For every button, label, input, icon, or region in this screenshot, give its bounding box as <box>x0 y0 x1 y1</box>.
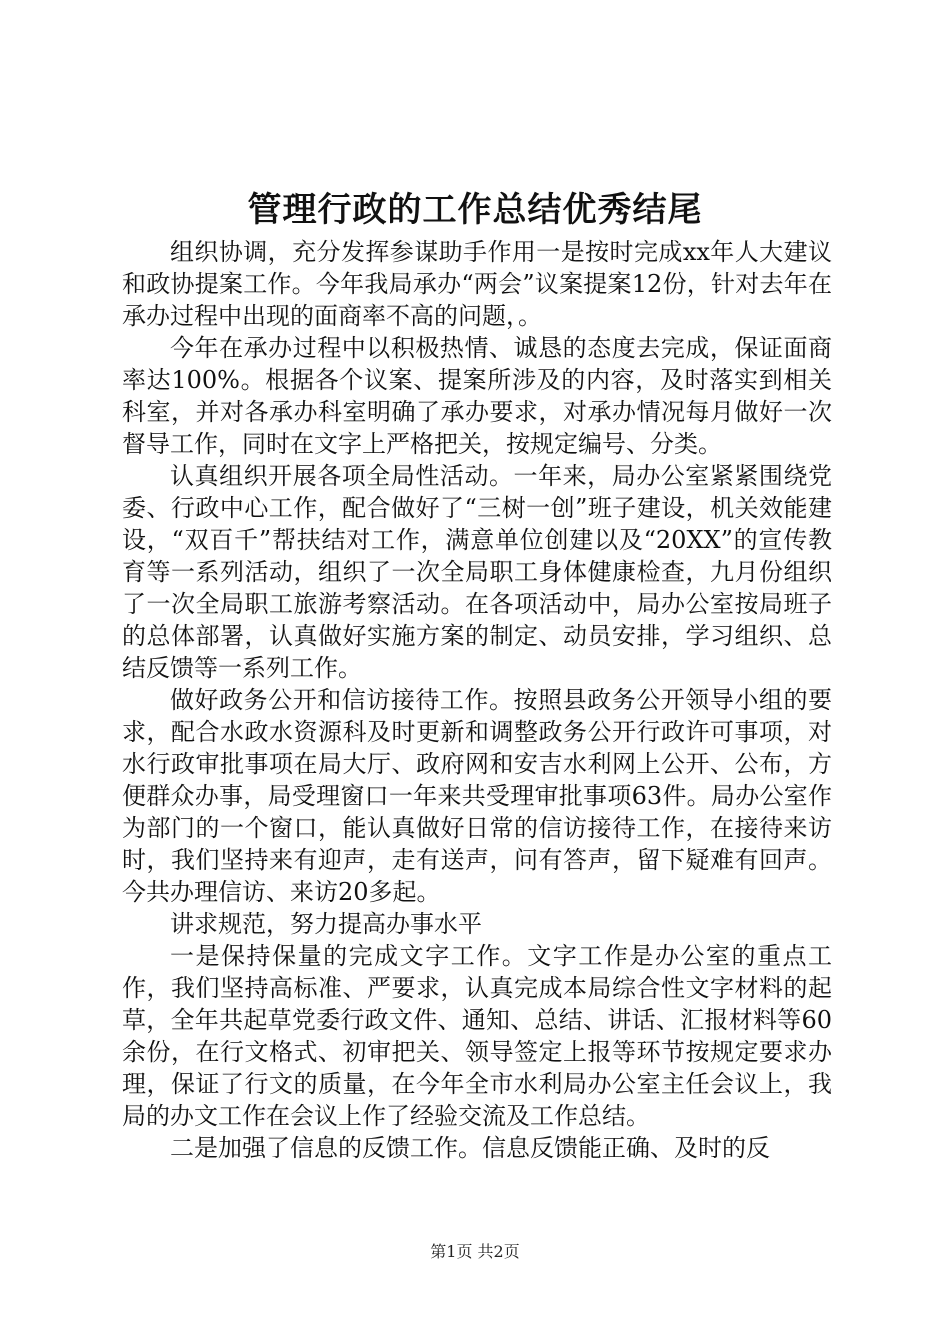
document-title: 管理行政的工作总结优秀结尾 <box>247 190 703 230</box>
section-heading: 讲求规范，努力提高办事水平 <box>170 910 482 938</box>
paragraph: 今年在承办过程中以积极热情、诚恳的态度去完成，保证面商率达100%。根据各个议案、提案所涉及的内容，及时落实到相关科室，并对各承办科室明确了承办要求，对承办情况每月做好一次督导工作，同时在文字上严格把关，按规定编号、分类。 <box>122 334 832 458</box>
paragraph: 做好政务公开和信访接待工作。按照县政务公开领导小组的要求，配合水政水资源科及时更新和调整政务公开行政许可事项，对水行政审批事项在局大厅、政府网和安吉水利网上公开、公布，方便群众办事，局受理窗口一年来共受理审批事项63件。局办公室作为部门的一个窗口，能认真做好日常的信访接待工作，在接待来访时，我们坚持来有迎声，走有送声，问有答声，留下疑难有回声。今共办理信访、来访20多起。 <box>122 686 832 906</box>
page-number-footer: 第1页 共2页 <box>430 1242 520 1261</box>
document-body <box>122 236 832 1164</box>
paragraph: 二是加强了信息的反馈工作。信息反馈能正确、及时的反 <box>170 1134 770 1162</box>
paragraph: 认真组织开展各项全局性活动。一年来，局办公室紧紧围绕党委、行政中心工作，配合做好了“三树一创”班子建设，机关效能建设，“双百千”帮扶结对工作，满意单位创建以及“20XX”的宣传教育等一系列活动，组织了一次全局职工身体健康检查，九月份组织了一次全局职工旅游考察活动。在各项活动中，局办公室按局班子的总体部署，认真做好实施方案的制定、动员安排，学习组织、总结反馈等一系列工作。 <box>122 462 832 682</box>
paragraph: 组织协调，充分发挥参谋助手作用一是按时完成xx年人大建议和政协提案工作。今年我局承办“两会”议案提案12份，针对去年在承办过程中出现的面商率不高的问题，。 <box>122 238 832 330</box>
paragraph: 一是保持保量的完成文字工作。文字工作是办公室的重点工作，我们坚持高标准、严要求，认真完成本局综合性文字材料的起草，全年共起草党委行政文件、通知、总结、讲话、汇报材料等60余份，在行文格式、初审把关、领导签定上报等环节按规定要求办理，保证了行文的质量，在今年全市水利局办公室主任会议上，我局的办文工作在会议上作了经验交流及工作总结。 <box>122 942 832 1130</box>
